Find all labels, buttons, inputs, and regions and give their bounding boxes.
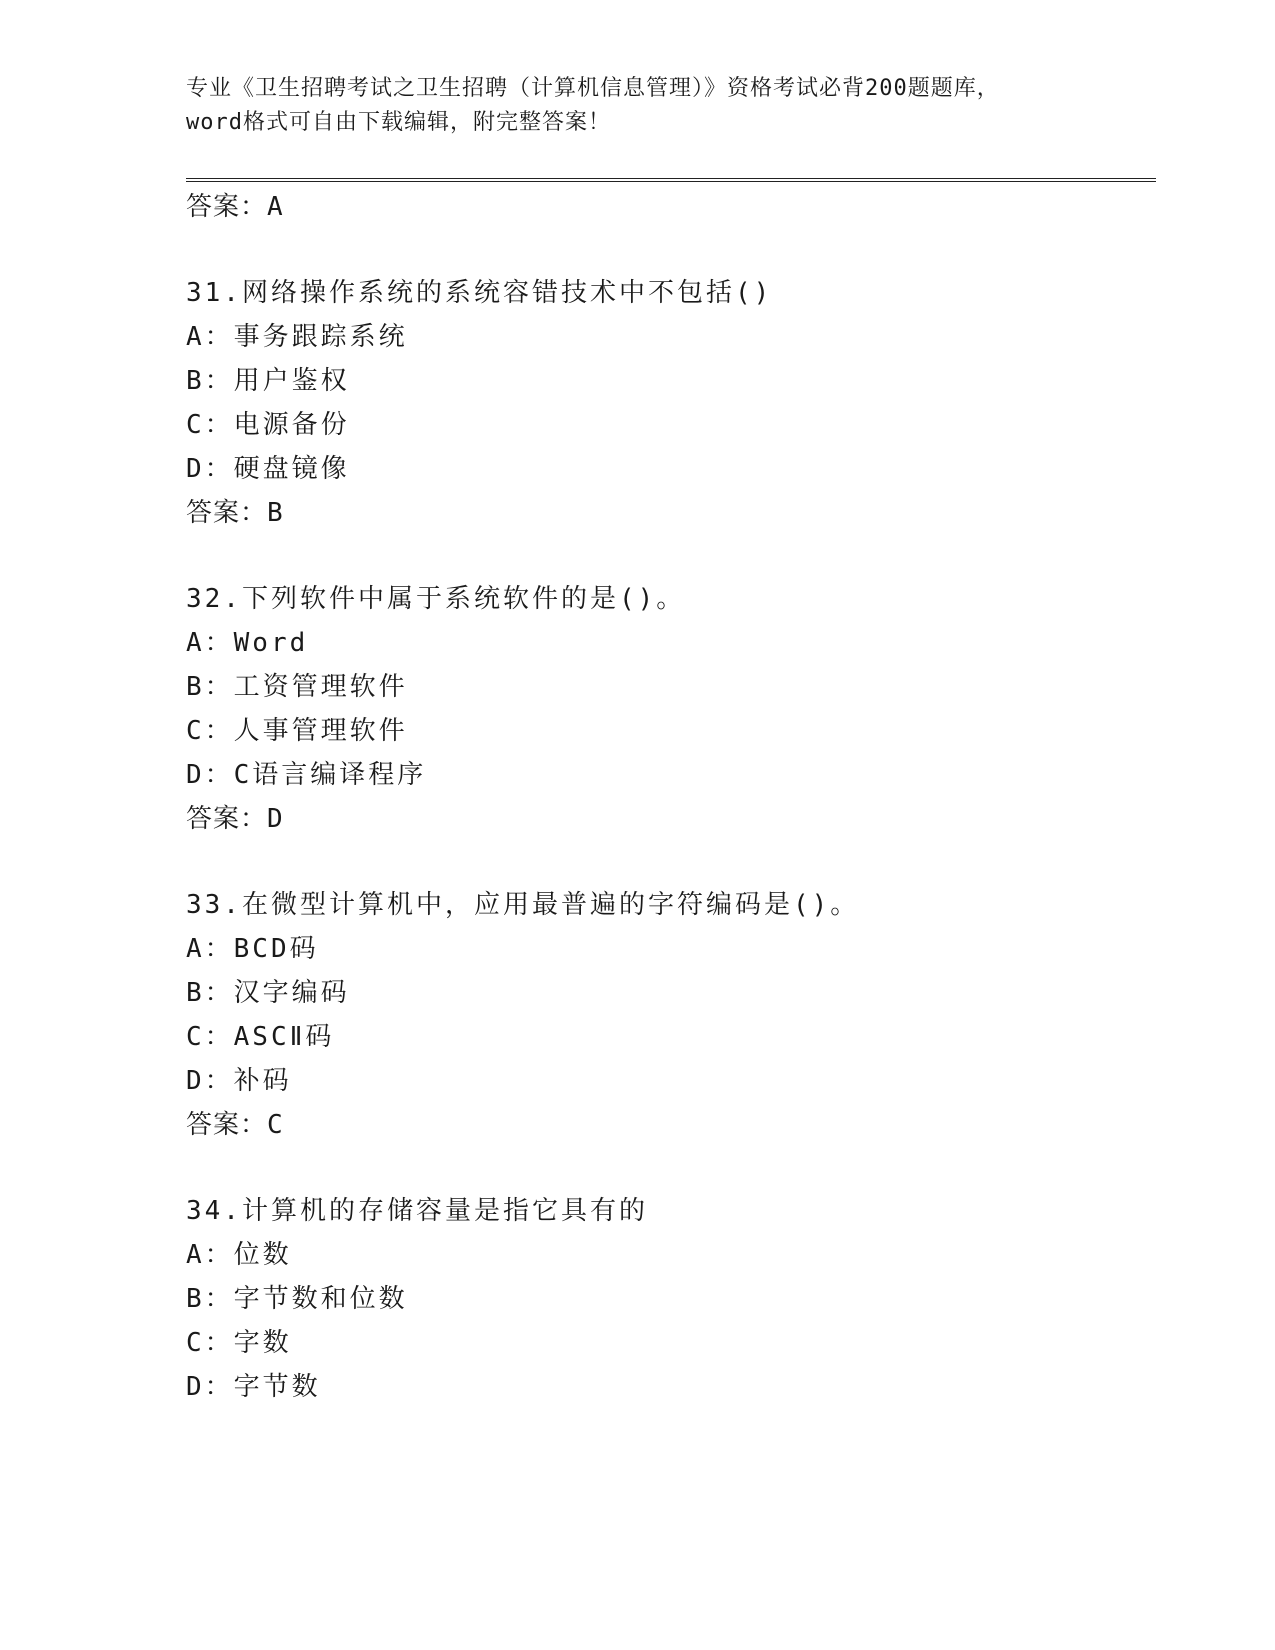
question-32-option-a: A：Word <box>186 628 309 658</box>
question-33-option-b: B：汉字编码 <box>186 978 350 1008</box>
question-34-option-b: B：字节数和位数 <box>186 1284 408 1314</box>
question-33-option-d: D：补码 <box>186 1066 292 1096</box>
question-34-option-d: D：字节数 <box>186 1372 321 1402</box>
question-32-option-d: D：C语言编译程序 <box>186 760 427 790</box>
answer-previous: 答案：A <box>186 192 284 222</box>
question-32-option-c: C：人事管理软件 <box>186 716 408 746</box>
header-divider <box>186 178 1156 182</box>
question-31-answer: 答案：B <box>186 498 284 528</box>
question-33-option-c: C：ASCⅡ码 <box>186 1022 335 1052</box>
question-32-option-b: B：工资管理软件 <box>186 672 408 702</box>
question-31-option-a: A：事务跟踪系统 <box>186 322 408 352</box>
header-line-2: word格式可自由下载编辑，附完整答案！ <box>186 110 611 135</box>
question-31-option-c: C：电源备份 <box>186 410 350 440</box>
question-32-answer: 答案：D <box>186 804 284 834</box>
question-31-option-b: B：用户鉴权 <box>186 366 350 396</box>
question-31-option-d: D：硬盘镜像 <box>186 454 350 484</box>
question-34-title: 34.计算机的存储容量是指它具有的 <box>186 1196 648 1226</box>
question-33-title: 33.在微型计算机中，应用最普遍的字符编码是()。 <box>186 890 860 920</box>
question-34-option-c: C：字数 <box>186 1328 292 1358</box>
header-line-1: 专业《卫生招聘考试之卫生招聘（计算机信息管理）》资格考试必背200题题库， <box>186 76 1000 101</box>
question-31-title: 31.网络操作系统的系统容错技术中不包括() <box>186 278 773 308</box>
question-34-option-a: A：位数 <box>186 1240 292 1270</box>
question-33-answer: 答案：C <box>186 1110 284 1140</box>
question-33-option-a: A：BCD码 <box>186 934 319 964</box>
question-32-title: 32.下列软件中属于系统软件的是()。 <box>186 584 686 614</box>
document-header <box>186 72 1086 140</box>
